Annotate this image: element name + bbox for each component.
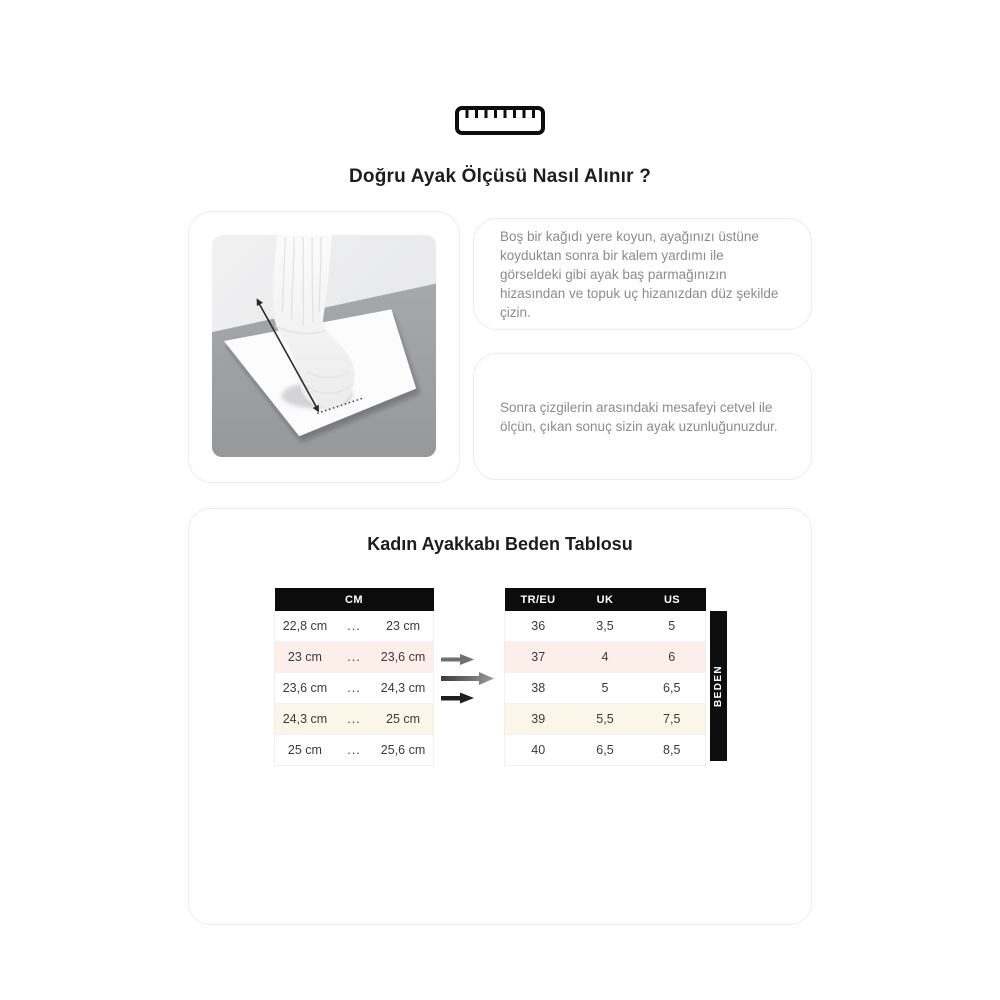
arrow-right-short-gray-icon — [441, 654, 474, 665]
instructions-section — [188, 211, 812, 483]
size-tables — [189, 588, 811, 766]
page-title: Doğru Ayak Ölçüsü Nasıl Alınır ? — [348, 166, 651, 187]
instruction-text-2: Sonra çizgilerin arasındaki mesafeyi cetvel ile ölçün, çıkan sonuç sizin ayak uzunluğunuzdur. — [500, 399, 778, 434]
size-us: 5 — [639, 611, 706, 642]
instruction-card-1 — [473, 218, 812, 330]
table-row — [275, 673, 434, 704]
table-row — [505, 704, 706, 735]
size-table-card — [188, 508, 812, 925]
cm-to: 25,6 cm — [373, 735, 433, 766]
instruction-text-1: Boş bir kağıdı yere koyun, ayağınızı üstüne koyduktan sonra bir kalem yardımı ile görseldeki gibi ayak baş parmağınızın hizasından ve topuk uç hizanızdan düz şekilde çizin. — [500, 228, 779, 320]
size-us: 7,5 — [639, 704, 706, 735]
instruction-card-2 — [473, 353, 812, 480]
conversion-table — [504, 588, 706, 766]
size-tr-eu: 39 — [505, 704, 572, 735]
table-row — [505, 611, 706, 642]
page — [188, 0, 812, 925]
col-header-uk: UK — [572, 588, 639, 611]
col-header-us: US — [639, 588, 706, 611]
col-header-tr-eu: TR/EU — [505, 588, 572, 611]
range-separator: ... — [335, 704, 373, 735]
range-separator: ... — [335, 611, 373, 642]
table-row — [275, 704, 434, 735]
size-uk: 3,5 — [572, 611, 639, 642]
table-row — [275, 642, 434, 673]
cm-from: 24,3 cm — [275, 704, 335, 735]
arrow-right-long-gradient-icon — [441, 672, 494, 685]
size-uk: 5,5 — [572, 704, 639, 735]
cm-table — [274, 588, 434, 766]
size-us: 6,5 — [639, 673, 706, 704]
arrow-right-short-black-icon — [441, 692, 474, 704]
header-icon-wrap — [188, 0, 812, 140]
photo-card — [188, 211, 460, 483]
ruler-icon — [455, 106, 545, 135]
table-row — [505, 642, 706, 673]
size-tr-eu: 36 — [505, 611, 572, 642]
cm-to: 24,3 cm — [373, 673, 433, 704]
cm-from: 23 cm — [275, 642, 335, 673]
size-tr-eu: 40 — [505, 735, 572, 766]
table-row — [275, 611, 434, 642]
cm-to: 23 cm — [373, 611, 433, 642]
foot-measurement-photo — [212, 235, 436, 457]
cm-from: 22,8 cm — [275, 611, 335, 642]
table-row — [505, 673, 706, 704]
cm-from: 25 cm — [275, 735, 335, 766]
range-separator: ... — [335, 673, 373, 704]
size-uk: 5 — [572, 673, 639, 704]
range-separator: ... — [335, 735, 373, 766]
instruction-cards — [473, 218, 812, 483]
cm-from: 23,6 cm — [275, 673, 335, 704]
conversion-arrows — [441, 654, 497, 704]
conversion-table-wrap — [504, 588, 727, 766]
size-table-title: Kadın Ayakkabı Beden Tablosu — [367, 534, 633, 554]
cm-to: 25 cm — [373, 704, 433, 735]
size-uk: 6,5 — [572, 735, 639, 766]
beden-side-label: BEDEN — [710, 611, 727, 761]
size-us: 8,5 — [639, 735, 706, 766]
cm-table-header: CM — [275, 588, 434, 611]
table-row — [505, 735, 706, 766]
size-tr-eu: 37 — [505, 642, 572, 673]
size-uk: 4 — [572, 642, 639, 673]
table-row — [275, 735, 434, 766]
cm-to: 23,6 cm — [373, 642, 433, 673]
size-us: 6 — [639, 642, 706, 673]
size-tr-eu: 38 — [505, 673, 572, 704]
range-separator: ... — [335, 642, 373, 673]
